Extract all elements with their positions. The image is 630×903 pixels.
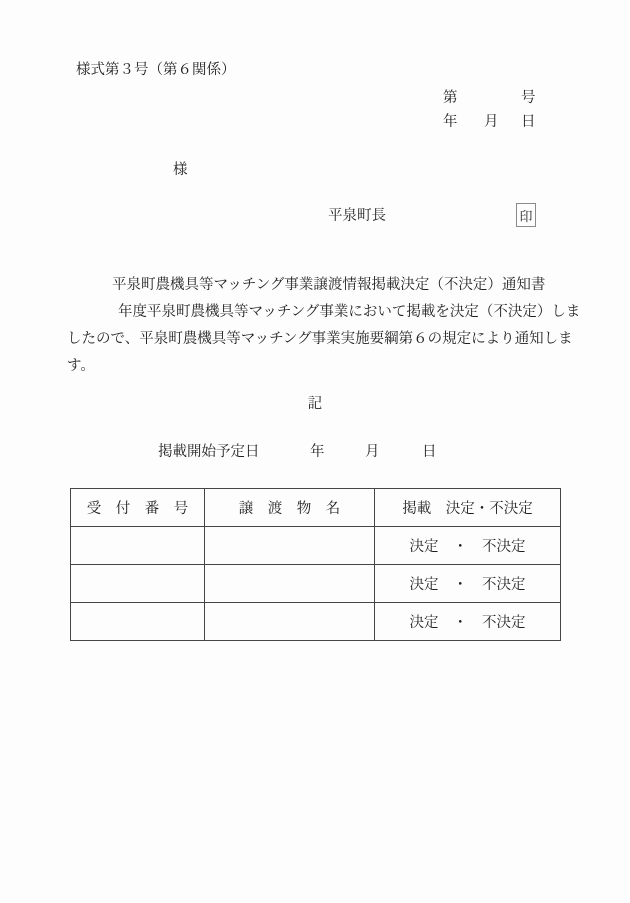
doc-number-prefix: 第 — [443, 90, 458, 106]
table-row — [71, 527, 561, 565]
ki-marker: 記 — [307, 396, 323, 412]
cell-decision: 決定 ・ 不決定 — [375, 565, 561, 603]
schedule-label: 掲載開始予定日 — [158, 444, 260, 460]
table-row — [71, 603, 561, 641]
schedule-month: 月 — [365, 444, 380, 460]
cell-decision: 決定 ・ 不決定 — [375, 527, 561, 565]
cell-receipt-number — [71, 565, 205, 603]
doc-number-suffix: 号 — [521, 90, 536, 106]
header-decision: 掲載 決定・不決定 — [375, 489, 561, 527]
addressee-suffix: 様 — [173, 162, 188, 178]
sender-title: 平泉町長 — [328, 208, 386, 224]
cell-item-name — [205, 603, 375, 641]
issue-date-day: 日 — [521, 114, 536, 130]
table-row — [71, 565, 561, 603]
issue-date-month: 月 — [484, 114, 499, 130]
decision-table — [70, 488, 561, 641]
seal-box — [516, 203, 536, 227]
schedule-day: 日 — [422, 444, 437, 460]
body-line-2: したので、平泉町農機具等マッチング事業実施要綱第６の規定により通知しま — [67, 331, 573, 347]
seal-label: 印 — [519, 208, 533, 224]
form-number: 様式第３号（第６関係） — [76, 62, 236, 78]
document-title: 平泉町農機具等マッチング事業譲渡情報掲載決定（不決定）通知書 — [112, 277, 546, 293]
header-item-name: 譲 渡 物 名 — [205, 489, 375, 527]
cell-receipt-number — [71, 527, 205, 565]
cell-receipt-number — [71, 603, 205, 641]
table-header-row — [71, 489, 561, 527]
header-receipt-number: 受 付 番 号 — [71, 489, 205, 527]
schedule-year: 年 — [310, 444, 325, 460]
body-line-1: 年度平泉町農機具等マッチング事業において掲載を決定（不決定）しま — [118, 304, 581, 320]
body-line-3: す。 — [67, 358, 95, 374]
issue-date-year: 年 — [443, 114, 458, 130]
cell-item-name — [205, 565, 375, 603]
cell-item-name — [205, 527, 375, 565]
cell-decision: 決定 ・ 不決定 — [375, 603, 561, 641]
